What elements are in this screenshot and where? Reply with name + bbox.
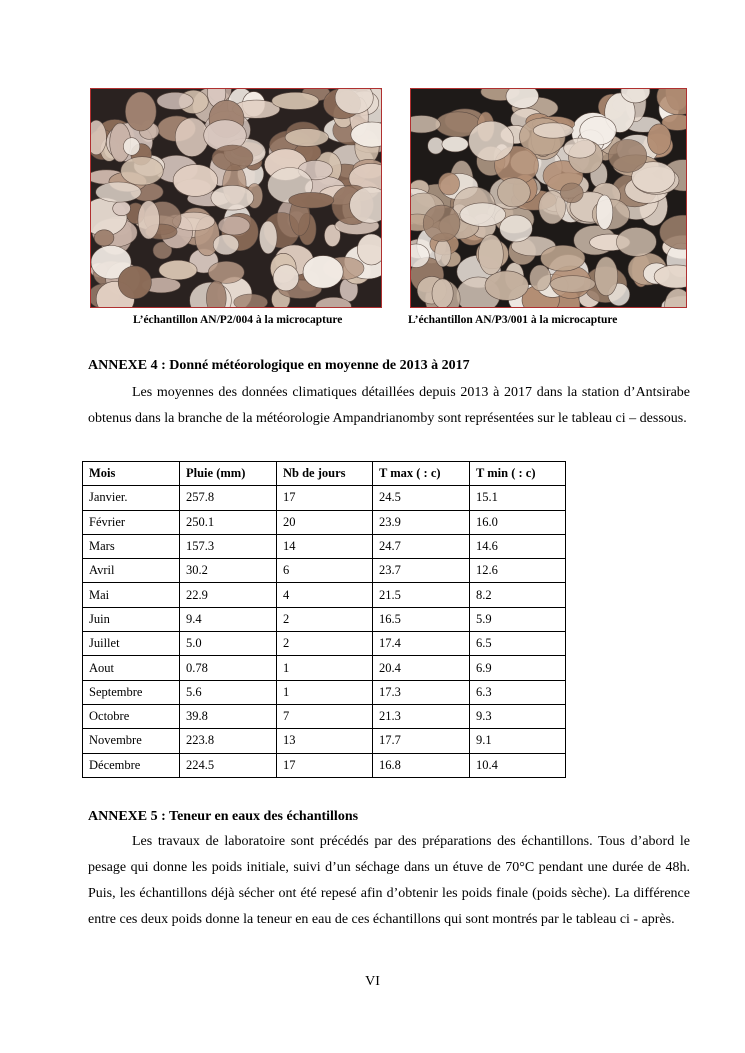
header-cell: Nb de jours	[277, 462, 373, 486]
table-cell: 5.0	[180, 632, 277, 656]
table-cell: 2	[277, 607, 373, 631]
table-cell: Juillet	[83, 632, 180, 656]
table-row	[83, 632, 566, 656]
table-cell: Novembre	[83, 729, 180, 753]
annexe-5-paragraph-text: Les travaux de laboratoire sont précédés par des préparations des échantillons. Tous d’abord le pesage qui donne les poids initiale, suivi d’un séchage dans un étuve de 70°C pendant une durée de 48h. Puis, les échantillons déjà sécher ont été repesé afin d’obtenir les poids finale (poids sèche). La différence entre ces deux poids donne la teneur en eau de ces échantillons qui sont montrés par le tableau ci - après.	[88, 834, 690, 927]
table-cell: 17	[277, 486, 373, 510]
table-cell: 14.6	[470, 534, 566, 558]
table-row	[83, 656, 566, 680]
annexe-4-paragraph-text: Les moyennes des données climatiques détaillées depuis 2013 à 2017 dans la station d’Antsirabe obtenus dans la branche de la météorologie Ampandrianomby sont représentées sur le tableau ci – dessous.	[88, 385, 690, 426]
page-number: VI	[365, 974, 380, 989]
table-cell: 24.7	[373, 534, 470, 558]
table-row	[83, 583, 566, 607]
table-cell: 1	[277, 680, 373, 704]
table-cell: 8.2	[470, 583, 566, 607]
table-cell: Décembre	[83, 753, 180, 777]
table-cell: 2	[277, 632, 373, 656]
table-cell: 17.4	[373, 632, 470, 656]
sample-micrograph-an-p3-001	[410, 88, 687, 308]
table-cell: Mars	[83, 534, 180, 558]
table-cell: Janvier.	[83, 486, 180, 510]
table-cell: 23.7	[373, 559, 470, 583]
table-cell: 257.8	[180, 486, 277, 510]
table-row	[83, 534, 566, 558]
table-cell: 9.3	[470, 704, 566, 728]
table-cell: 223.8	[180, 729, 277, 753]
table-row	[83, 486, 566, 510]
table-row	[83, 753, 566, 777]
table-cell: 4	[277, 583, 373, 607]
header-cell: T max ( : c)	[373, 462, 470, 486]
table-cell: 0.78	[180, 656, 277, 680]
header-cell: T min ( : c)	[470, 462, 566, 486]
annexe-5-heading: ANNEXE 5 : Teneur en eaux des échantillons	[88, 809, 359, 824]
table-cell: 14	[277, 534, 373, 558]
table-row	[83, 607, 566, 631]
table-cell: 5.6	[180, 680, 277, 704]
table-header-row	[83, 462, 566, 486]
table-row	[83, 510, 566, 534]
table-cell: Octobre	[83, 704, 180, 728]
table-cell: 224.5	[180, 753, 277, 777]
table-cell: 9.4	[180, 607, 277, 631]
table-cell: 6.9	[470, 656, 566, 680]
table-cell: 16.8	[373, 753, 470, 777]
meteo-table	[82, 461, 566, 778]
table-cell: Mai	[83, 583, 180, 607]
table-cell: 250.1	[180, 510, 277, 534]
table-cell: 9.1	[470, 729, 566, 753]
table-cell: 17.3	[373, 680, 470, 704]
table-cell: Juin	[83, 607, 180, 631]
table-cell: 5.9	[470, 607, 566, 631]
header-cell: Pluie (mm)	[180, 462, 277, 486]
table-cell: 12.6	[470, 559, 566, 583]
table-cell: 20.4	[373, 656, 470, 680]
table-row	[83, 729, 566, 753]
table-cell: 1	[277, 656, 373, 680]
table-cell: 17.7	[373, 729, 470, 753]
table-cell: 21.5	[373, 583, 470, 607]
table-cell: 16.0	[470, 510, 566, 534]
table-cell: 16.5	[373, 607, 470, 631]
header-cell: Mois	[83, 462, 180, 486]
annexe-5-paragraph	[88, 829, 690, 933]
table-cell: 10.4	[470, 753, 566, 777]
table-cell: 23.9	[373, 510, 470, 534]
table-row	[83, 704, 566, 728]
table-cell: 20	[277, 510, 373, 534]
table-cell: 24.5	[373, 486, 470, 510]
table-cell: 22.9	[180, 583, 277, 607]
table-cell: 6.3	[470, 680, 566, 704]
table-cell: 17	[277, 753, 373, 777]
table-cell: Avril	[83, 559, 180, 583]
table-cell: 21.3	[373, 704, 470, 728]
table-cell: 15.1	[470, 486, 566, 510]
table-cell: 13	[277, 729, 373, 753]
figure-caption-right: L’échantillon AN/P3/001 à la microcapture	[408, 314, 618, 326]
annexe-4-paragraph	[88, 380, 690, 432]
table-cell: Aout	[83, 656, 180, 680]
table-row	[83, 680, 566, 704]
table-cell: Septembre	[83, 680, 180, 704]
table-cell: 39.8	[180, 704, 277, 728]
table-cell: 7	[277, 704, 373, 728]
table-cell: 6.5	[470, 632, 566, 656]
table-cell: Février	[83, 510, 180, 534]
table-cell: 30.2	[180, 559, 277, 583]
annexe-4-heading: ANNEXE 4 : Donné météorologique en moyenne de 2013 à 2017	[88, 358, 470, 373]
table-row	[83, 559, 566, 583]
table-cell: 157.3	[180, 534, 277, 558]
figure-caption-left: L’échantillon AN/P2/004 à la microcapture	[133, 314, 343, 326]
sample-micrograph-an-p2-004	[90, 88, 382, 308]
table-cell: 6	[277, 559, 373, 583]
